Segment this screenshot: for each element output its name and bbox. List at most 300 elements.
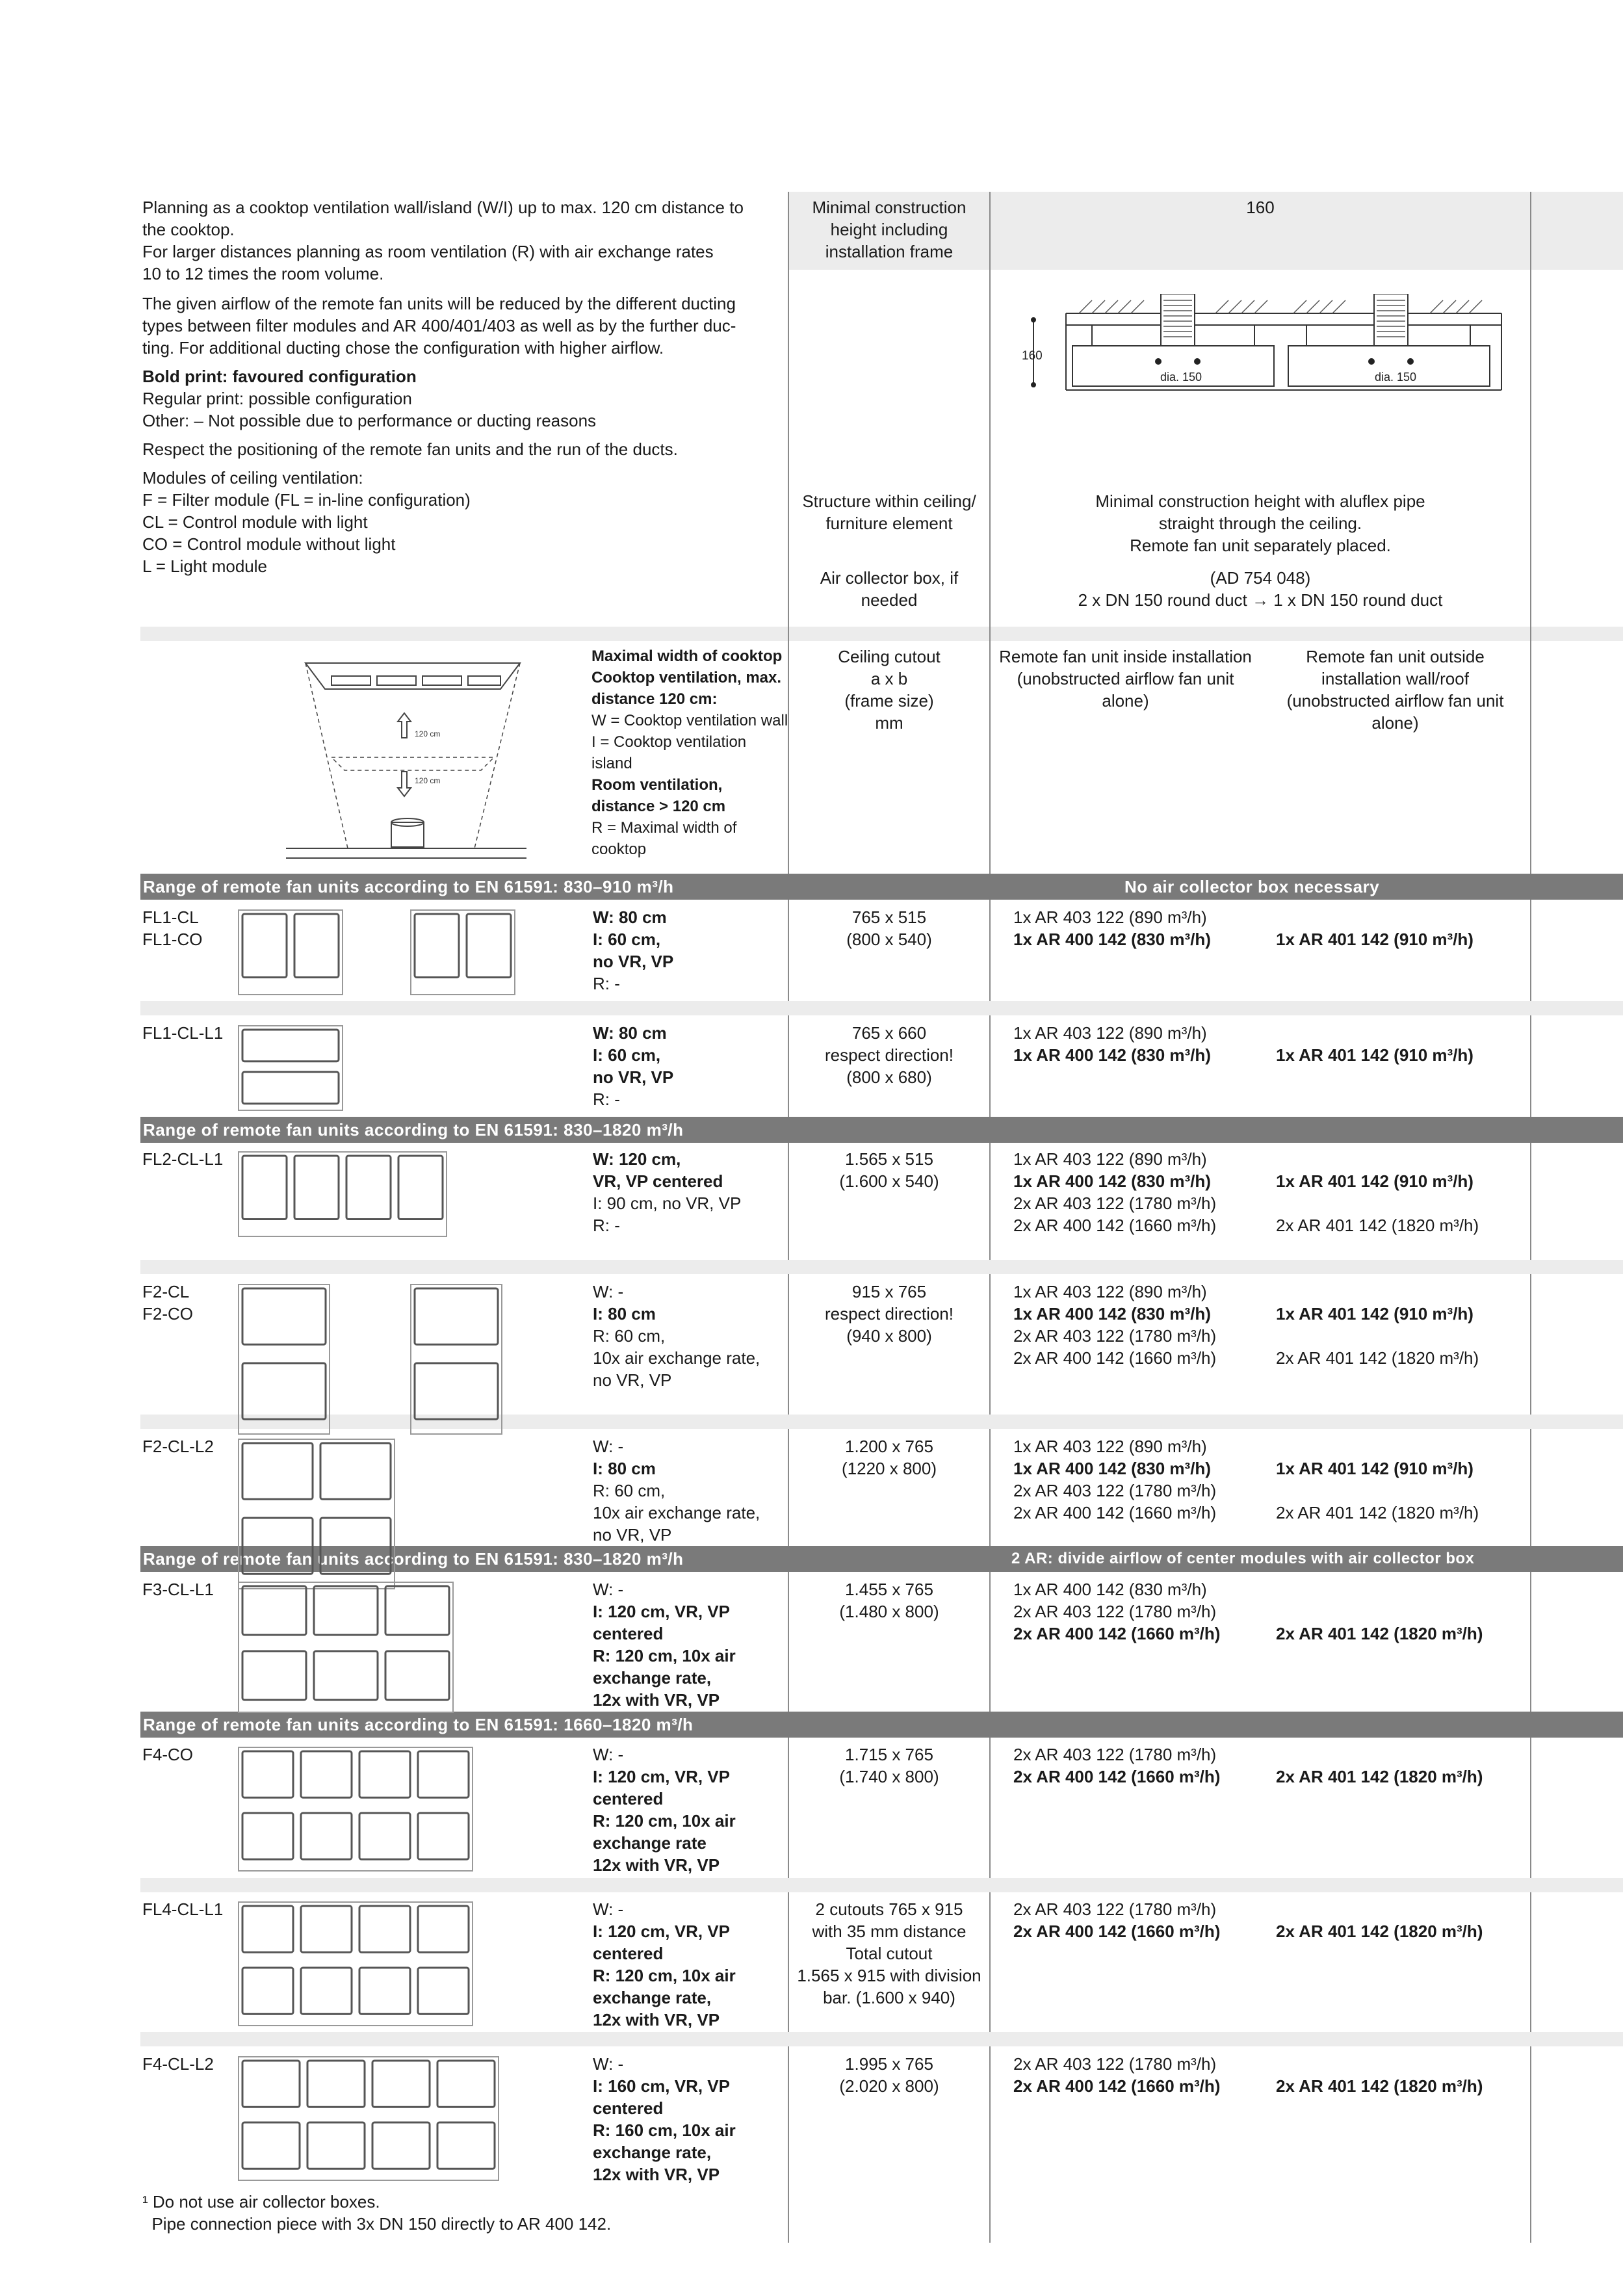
regular-print-note: Regular print: possible configuration [142,389,412,408]
footnote-line: Pipe connection piece with 3x DN 150 directly to AR 400 142. [142,2214,612,2234]
cutout-line: 1.995 x 765 [845,2054,933,2074]
width-spec-line: exchange rate [593,1833,707,1853]
outside-header [1260,646,1530,734]
width-spec-line: R: 120 cm, 10x air [593,1811,736,1831]
module-name-cell [142,1578,233,1600]
width-spec-line: 10x air exchange rate, [593,1503,760,1522]
row-separator [140,1001,1623,1015]
inside-unit-line: 2x AR 400 142 (1660 m³/h) [1013,1767,1221,1786]
outside-unit-cell [1276,1578,1529,1645]
ceiling-section-diagram [1020,294,1508,398]
module-frame [239,1152,447,1236]
filter-module [385,1586,449,1635]
outside-unit-line: 2x AR 401 142 (1820 m³/h) [1276,1348,1479,1368]
cutout-line: (1220 x 800) [842,1459,937,1478]
outside-unit-cell [1276,1435,1529,1524]
column-rule-3 [1530,192,1531,2243]
inside-unit-cell [1013,1281,1260,1369]
footnote-line: ¹ Do not use air collector boxes. [142,2192,380,2211]
filter-module [314,1651,378,1700]
module-frame [411,910,515,995]
outside-unit-line [1276,1281,1529,1303]
row-separator [140,1415,1623,1429]
filter-module [242,1968,293,2014]
header-line: a x b [870,669,908,688]
outside-unit-line [1276,1578,1529,1600]
width-spec-line: 12x with VR, VP [593,2010,720,2029]
filter-module [242,1030,339,1062]
cutout-line: 1.200 x 765 [845,1437,933,1456]
outside-unit-line [1276,1435,1529,1457]
header-line: (frame size) [844,691,934,711]
filter-module [294,914,339,978]
cutout-line: 1.565 x 515 [845,1149,933,1169]
width-spec-line: R: - [593,1216,620,1235]
inside-unit-cell [1013,1743,1260,1788]
module-name-cell [142,1148,233,1170]
inside-unit-cell [1013,2053,1260,2097]
inside-unit-line: 1x AR 400 142 (830 m³/h) [1013,1580,1207,1599]
width-spec-line: W: 80 cm [593,1023,667,1043]
module-item: CL = Control module with light [142,512,368,532]
outside-unit-line: 2x AR 401 142 (1820 m³/h) [1276,1216,1479,1235]
module-frame [239,1902,473,2026]
legend-line: distance > 120 cm [591,798,726,815]
width-spec-line: no VR, VP [593,1067,674,1087]
filter-module [242,1072,339,1104]
legend-block [591,646,786,860]
filter-module [398,1156,443,1220]
outside-unit-line: 2x AR 401 142 (1820 m³/h) [1276,1767,1483,1786]
modules-title: Modules of ceiling ventilation: [142,468,363,488]
width-spec-line: W: 80 cm [593,907,667,927]
module-layout-diagram [237,1151,458,1242]
inside-unit-line: 2x AR 403 122 (1780 m³/h) [1013,1326,1217,1346]
width-spec-cell [593,906,786,995]
header-line: Remote fan unit outside [1306,647,1485,666]
width-spec-cell [593,1743,786,1876]
width-spec-line: I: 80 cm [593,1459,656,1478]
module-layout-diagram [237,1438,406,1594]
module-layout-diagram [237,1746,484,1876]
width-spec-line: exchange rate, [593,1988,712,2007]
row-separator [140,1260,1623,1274]
filter-module [418,1906,469,1952]
legend-line: I = Cooktop ventilation [591,733,747,751]
cutout-line: 1.565 x 915 with division [797,1966,981,1985]
cutout-cell [789,1743,989,1788]
cutout-cell [789,2053,989,2097]
filter-module [242,914,287,978]
min-height-label [789,196,989,263]
inside-unit-line: 1x AR 403 122 (890 m³/h) [1013,1149,1207,1169]
width-spec-cell [593,1148,786,1236]
filter-module [418,1968,469,2014]
width-spec-line: W: 120 cm, [593,1149,681,1169]
width-spec-cell [593,1898,786,2031]
width-spec-line: centered [593,1624,664,1643]
inside-unit-line: 2x AR 403 122 (1780 m³/h) [1013,1194,1217,1213]
filter-module [415,914,459,978]
module-layout-diagram [237,909,354,1000]
intro-p2-line: The given airflow of the remote fan units will be reduced by the different ducting [142,294,736,313]
legend-line: distance 120 cm: [591,690,718,708]
bold-print-note: Bold print: favoured configuration [142,367,417,386]
filter-module [242,1751,293,1797]
cutout-line: respect direction! [825,1045,954,1065]
outside-unit-line: 1x AR 401 142 (910 m³/h) [1276,1045,1474,1065]
intro-p2-line: ting. For additional ducting chose the configuration with higher airflow. [142,338,664,358]
desc-line: (AD 754 048) [1210,568,1311,588]
module-name-cell [142,1743,233,1766]
inside-unit-line: 1x AR 400 142 (830 m³/h) [1013,1459,1211,1478]
header-line: alone) [1102,691,1149,711]
cutout-line: (800 x 680) [846,1067,932,1087]
filter-module [301,1751,352,1797]
module-name: F2-CL-L2 [142,1437,214,1456]
outside-unit-cell [1276,1898,1529,1942]
min-height-value: 160 [1246,198,1275,217]
filter-module [242,1813,293,1859]
module-layout-diagram [237,1581,465,1717]
legend-line: R = Maximal width of [591,819,737,837]
width-spec-line: R: - [593,1089,620,1109]
filter-module [242,2122,300,2169]
filter-module [418,1751,469,1797]
cutout-line: (2.020 x 800) [839,2076,939,2096]
module-name: F4-CL-L2 [142,2054,214,2074]
diagram-dia-label: dia. 150 [1160,371,1202,384]
width-spec-line: centered [593,1944,664,1963]
module-frame [239,2057,499,2180]
module-name-cell [142,1281,233,1325]
width-spec-line: no VR, VP [593,952,674,971]
filter-module [385,1651,449,1700]
cutout-line: (1.600 x 540) [839,1171,939,1191]
outside-unit-cell [1276,1743,1529,1788]
cutout-cell [789,1148,989,1192]
module-frame [411,1285,502,1434]
filter-module [320,1443,391,1499]
module-item: L = Light module [142,556,268,576]
module-frame [239,1582,453,1712]
header-line: mm [875,713,903,733]
width-spec-line: W: - [593,1437,624,1456]
width-spec-line: VR, VP centered [593,1171,723,1191]
module-name: F4-CO [142,1745,193,1764]
legend-line: island [591,755,632,772]
width-spec-cell [593,1281,786,1391]
width-spec-line: centered [593,1789,664,1808]
section-title: Range of remote fan units according to EN 61591: 830–910 m³/h [143,877,674,896]
width-spec-line: I: 120 cm, VR, VP [593,1767,730,1786]
cutout-cell [789,1898,989,2009]
cutout-line: (800 x 540) [846,930,932,949]
intro-p1-line: the cooktop. [142,220,235,239]
desc-line: 2 x DN 150 round duct → 1 x DN 150 round duct [1078,590,1443,610]
section-note: No air collector box necessary [1124,877,1380,896]
cutout-line: 1.715 x 765 [845,1745,933,1764]
width-spec-cell [593,1022,786,1110]
inside-unit-line: 2x AR 400 142 (1660 m³/h) [1013,1216,1217,1235]
width-spec-line: I: 160 cm, VR, VP [593,2076,730,2096]
filter-module [359,1751,410,1797]
module-name: FL2-CL-L1 [142,1149,224,1169]
intro-p1-line: Planning as a cooktop ventilation wall/island (W/I) up to max. 120 cm distance to [142,198,744,217]
filter-module [301,1813,352,1859]
inside-unit-line: 2x AR 403 122 (1780 m³/h) [1013,1899,1217,1919]
width-spec-line: R: 120 cm, 10x air [593,1646,736,1665]
filter-module [359,1813,410,1859]
filter-module [346,1156,391,1220]
width-spec-cell [593,1578,786,1711]
filter-module [294,1156,339,1220]
width-spec-cell [593,2053,786,2185]
outside-unit-line [1276,906,1529,928]
inside-unit-line: 1x AR 403 122 (890 m³/h) [1013,1023,1207,1043]
module-layout-diagram [409,909,526,1000]
intro-p2-line: types between filter modules and AR 400/401/403 as well as by the further duc- [142,316,736,335]
width-spec-line: I: 120 cm, VR, VP [593,1602,730,1621]
cutout-line: 2 cutouts 765 x 915 [815,1899,963,1919]
cutout-line: 1.455 x 765 [845,1580,933,1599]
cutout-cell [789,1435,989,1480]
filter-module [415,1288,498,1344]
legend-line: Maximal width of cooktop [591,647,783,665]
intro-p1-line: For larger distances planning as room ventilation (R) with air exchange rates [142,242,714,261]
width-spec-line: no VR, VP [593,1525,672,1545]
filter-module [359,1968,410,2014]
inside-unit-line: 2x AR 400 142 (1660 m³/h) [1013,1348,1217,1368]
outside-unit-line [1276,1600,1529,1623]
header-line: (unobstructed airflow fan unit [1017,669,1234,688]
outside-unit-cell [1276,906,1529,950]
module-layout-diagram [237,1901,484,2031]
inside-unit-line: 2x AR 400 142 (1660 m³/h) [1013,1503,1217,1522]
filter-module [437,2061,495,2107]
cutout-line: bar. (1.600 x 940) [823,1988,955,2007]
width-spec-line: no VR, VP [593,1370,672,1390]
filter-module [320,1518,391,1574]
inside-unit-line: 1x AR 400 142 (830 m³/h) [1013,930,1211,949]
width-spec-line: W: - [593,1580,624,1599]
legend-line: Room ventilation, [591,776,723,794]
arrow-down-label: 120 cm [415,776,441,785]
legend-line: W = Cooktop ventilation wall [591,712,788,729]
label-line: Structure within ceiling/ [802,491,976,511]
inside-unit-line: 2x AR 403 122 (1780 m³/h) [1013,1745,1217,1764]
module-name: FL4-CL-L1 [142,1899,224,1919]
inside-unit-line: 2x AR 403 122 (1780 m³/h) [1013,2054,1217,2074]
width-spec-line: W: - [593,1282,624,1301]
cutout-header [789,646,989,734]
module-name-cell [142,906,233,950]
width-spec-line: I: 90 cm, no VR, VP [593,1194,742,1213]
structure-desc [991,490,1530,556]
cutout-cell [789,1281,989,1347]
module-frame [239,910,343,995]
cutout-line: (1.740 x 800) [839,1767,939,1786]
filter-module [242,1518,313,1574]
label-line: installation frame [825,242,954,261]
inside-header [991,646,1260,712]
header-line: Remote fan unit inside installation [999,647,1252,666]
inside-unit-line: 2x AR 403 122 (1780 m³/h) [1013,1481,1217,1500]
filter-module [415,1363,498,1419]
cutout-line: respect direction! [825,1304,954,1324]
inside-unit-line: 1x AR 400 142 (830 m³/h) [1013,1304,1211,1324]
module-layout-diagram [237,1283,341,1439]
filter-module [242,1651,306,1700]
width-spec-line: W: - [593,1745,624,1764]
inside-unit-cell [1013,906,1260,950]
inside-unit-line: 2x AR 400 142 (1660 m³/h) [1013,1922,1221,1941]
label-line: needed [861,590,918,610]
width-spec-line: R: - [593,974,620,993]
outside-unit-line: 1x AR 401 142 (910 m³/h) [1276,1304,1474,1324]
inside-unit-line: 2x AR 400 142 (1660 m³/h) [1013,2076,1221,2096]
cutout-cell [789,906,989,950]
cutout-line: Total cutout [846,1944,933,1963]
module-name: FL1-CL-L1 [142,1023,224,1043]
outside-unit-line: 2x AR 401 142 (1820 m³/h) [1276,2076,1483,2096]
module-name-cell [142,1435,233,1457]
module-layout-diagram [237,2055,510,2185]
filter-module [242,1586,306,1635]
respect-note: Respect the positioning of the remote fan units and the run of the ducts. [142,439,678,459]
width-spec-line: I: 60 cm, [593,930,661,949]
cutout-line: 765 x 660 [851,1023,927,1043]
width-spec-line: centered [593,2098,664,2118]
outside-unit-line [1276,1022,1529,1044]
intro-p1-line: 10 to 12 times the room volume. [142,264,384,283]
outside-unit-cell [1276,1022,1529,1066]
module-frame [239,1439,395,1589]
section-bar [140,1117,1623,1143]
outside-unit-cell [1276,1281,1529,1369]
header-line: Ceiling cutout [838,647,941,666]
inside-unit-cell [1013,1435,1260,1524]
filter-module [307,2122,365,2169]
module-name-cell [142,1022,233,1044]
intro-block [142,196,779,577]
footnote [142,2191,792,2235]
section-bar [140,874,1623,900]
diagram-height-label: 160 [1022,349,1043,363]
outside-unit-line [1276,1898,1529,1920]
module-name-cell [142,2053,233,2075]
inside-unit-line: 1x AR 400 142 (830 m³/h) [1013,1045,1211,1065]
cutout-cell [789,1578,989,1623]
legend-line: cooktop [591,841,647,858]
desc-line: straight through the ceiling. [1158,514,1362,533]
outside-unit-line: 2x AR 401 142 (1820 m³/h) [1276,1503,1479,1522]
collector-label [789,567,989,611]
label-line: furniture element [825,514,953,533]
outside-unit-cell [1276,1148,1529,1236]
row-separator [140,1878,1623,1892]
module-layout-diagram [237,1024,354,1115]
inside-unit-line: 1x AR 403 122 (890 m³/h) [1013,1437,1207,1456]
module-name: FL1-CO [142,930,203,949]
cutout-line: 765 x 515 [851,907,927,927]
width-spec-line: R: 60 cm, [593,1326,666,1346]
desc-line: Minimal construction height with aluflex pipe [1095,491,1425,511]
width-spec-line: 10x air exchange rate, [593,1348,760,1368]
width-spec-line: R: 120 cm, 10x air [593,1966,736,1985]
inside-unit-cell [1013,1022,1260,1066]
module-frame [239,1747,473,1871]
structure-label [789,490,989,534]
header-line: (unobstructed airflow fan unit [1286,691,1504,711]
module-name: F2-CL [142,1282,190,1301]
other-note: Other: – Not possible due to performance or ducting reasons [142,411,597,430]
inside-unit-line: 1x AR 403 122 (890 m³/h) [1013,907,1207,927]
section-title: Range of remote fan units according to EN 61591: 830–1820 m³/h [143,1120,684,1140]
filter-module [242,1288,326,1344]
filter-module [242,1156,287,1220]
width-spec-line: I: 80 cm [593,1304,656,1324]
width-spec-line: 12x with VR, VP [593,1690,720,1710]
outside-unit-line [1276,1325,1529,1347]
width-spec-line: R: 60 cm, [593,1481,666,1500]
filter-module [301,1968,352,2014]
row-separator [140,2032,1623,2046]
filter-module [418,1813,469,1859]
outside-unit-line: 2x AR 401 142 (1820 m³/h) [1276,1922,1483,1941]
module-name-cell [142,1898,233,1920]
outside-unit-line: 1x AR 401 142 (910 m³/h) [1276,930,1474,949]
label-line: height including [830,220,948,239]
collector-desc [991,567,1530,611]
width-spec-line: 12x with VR, VP [593,2165,720,2184]
header-gray-strip [140,627,1623,641]
outside-unit-line [1276,1148,1529,1170]
diagram-dia-label: dia. 150 [1375,371,1417,384]
filter-module [301,1906,352,1952]
section-note: 2 AR: divide airflow of center modules with air collector box [1011,1550,1475,1567]
outside-unit-line [1276,1743,1529,1766]
module-layout-diagram [409,1283,513,1439]
cutout-cell [789,1022,989,1088]
module-item: F = Filter module (FL = in-line configuration) [142,490,471,510]
outside-unit-line [1276,2053,1529,2075]
width-spec-line: 12x with VR, VP [593,1855,720,1875]
desc-line: Remote fan unit separately placed. [1130,536,1391,555]
outside-unit-line [1276,1480,1529,1502]
legend-line: Cooktop ventilation, max. [591,669,782,686]
module-name: F2-CO [142,1304,193,1324]
filter-module [307,2061,365,2107]
inside-unit-cell [1013,1578,1260,1645]
filter-module [437,2122,495,2169]
filter-module [467,914,511,978]
cutout-line: with 35 mm distance [812,1922,967,1941]
filter-module [359,1906,410,1952]
width-spec-line: exchange rate, [593,2143,712,2162]
inside-unit-line: 2x AR 403 122 (1780 m³/h) [1013,1602,1217,1621]
filter-module [242,2061,300,2107]
section-title: Range of remote fan units according to EN 61591: 1660–1820 m³/h [143,1715,694,1734]
module-frame [239,1285,330,1434]
filter-module [242,1906,293,1952]
cutout-line: (940 x 800) [846,1326,932,1346]
width-spec-line: I: 120 cm, VR, VP [593,1922,730,1941]
label-line: Minimal construction [812,198,967,217]
module-name: FL1-CL [142,907,199,927]
filter-module [242,1363,326,1419]
section-title: Range of remote fan units according to EN 61591: 830–1820 m³/h [143,1549,684,1569]
